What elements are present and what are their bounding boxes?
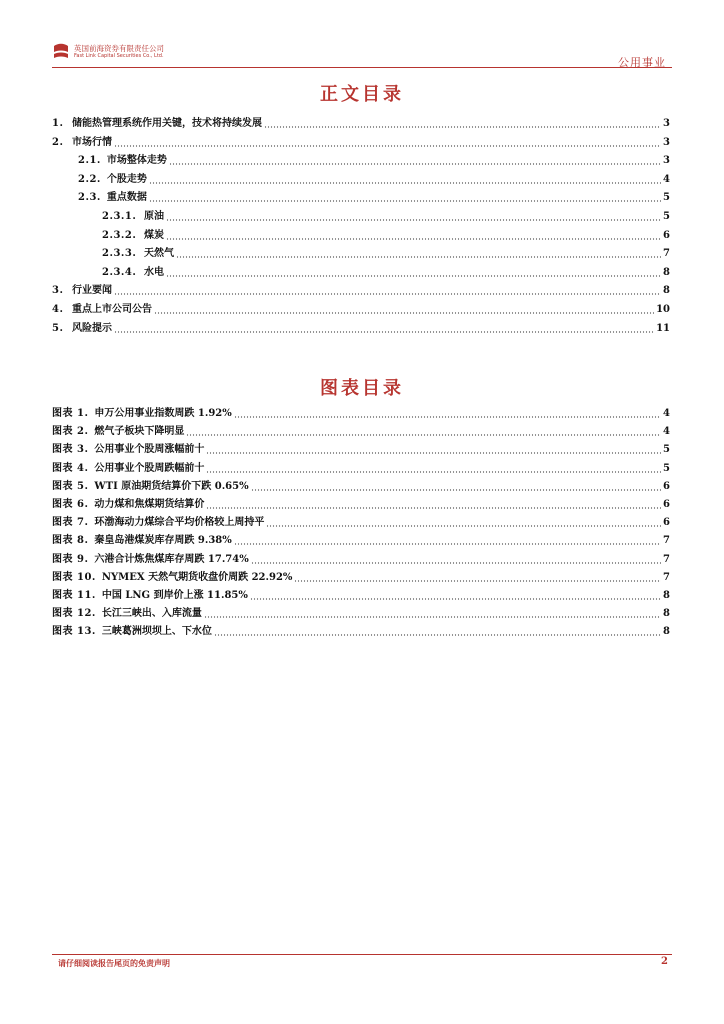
dot-leader [251,489,661,491]
footer-disclaimer: 请仔细阅读报告尾页的免责声明 [58,958,170,968]
entry-label: 长江三峡出、入库流量 [101,608,202,620]
entry-number: 2.3.1. [102,211,137,222]
entry-number: 2. [52,136,64,148]
entry-label: 行业要闻 [72,285,112,297]
entry-label: NYMEX 天然气期货收盘价周跌 22.92% [101,571,293,583]
dot-leader [114,331,654,333]
figure-entry[interactable] [52,459,670,475]
footer-divider [52,954,672,955]
entry-label: 个股走势 [106,173,147,185]
entry-number: 图表 7. [52,517,89,529]
entry-page-number: 4 [663,173,670,185]
entry-number: 图表 8. [52,535,89,547]
dot-leader [234,416,661,418]
dot-leader [166,219,661,221]
toc-entry[interactable] [78,151,670,167]
toc-entry[interactable] [52,281,670,297]
entry-page-number: 5 [663,462,670,474]
dot-leader [154,312,654,314]
entry-number: 2.3. [78,192,101,204]
entry-number: 图表 13. [52,626,96,638]
entry-number: 2.3.4. [102,266,137,278]
dot-leader [206,471,661,473]
toc-entry[interactable] [78,188,670,204]
entry-page-number: 5 [663,192,670,204]
toc-entry[interactable] [102,226,670,242]
entry-number: 2.2. [78,173,101,185]
entry-page-number: 10 [656,304,670,315]
entry-label: 中国 LNG 到岸价上涨 11.85% [101,590,248,601]
entry-page-number: 11 [656,322,670,334]
entry-label: 燃气子板块下降明显 [94,426,185,438]
entry-label: 公用事业个股周跌幅前十 [94,462,205,474]
entry-label: 重点上市公司公告 [72,304,152,315]
entry-label: 天然气 [144,248,174,260]
entry-number: 图表 10. [52,571,96,583]
entry-page-number: 3 [663,136,670,148]
toc-entry[interactable] [102,263,670,279]
toc-entry[interactable] [102,207,670,223]
entry-label: WTI 原油期货结算价下跌 0.65% [94,480,249,492]
dot-leader [264,126,661,128]
dot-leader [204,616,661,618]
toc-entry[interactable] [102,244,670,260]
entry-page-number: 8 [663,626,670,638]
entry-label: 动力煤和焦煤期货结算价 [94,499,205,510]
entry-label: 环渤海动力煤综合平均价格较上周持平 [94,517,265,529]
entry-label: 三峡葛洲坝坝上、下水位 [101,626,212,638]
dot-leader [266,525,661,527]
entry-page-number: 6 [663,517,670,529]
dot-leader [166,275,661,277]
entry-page-number: 7 [663,571,670,583]
header-divider [52,67,672,68]
entry-page-number: 4 [663,426,670,438]
entry-page-number: 3 [663,155,670,167]
figure-entry[interactable] [52,422,670,438]
entry-label: 煤炭 [144,229,164,241]
figure-entry[interactable] [52,440,670,456]
toc-entry[interactable] [78,170,670,186]
dot-leader [214,634,661,636]
entry-page-number: 7 [663,535,670,547]
figure-entry[interactable] [52,586,670,602]
page-number: 2 [661,956,668,967]
dot-leader [186,434,661,436]
entry-page-number: 8 [663,266,670,278]
entry-number: 图表 3. [52,444,89,456]
entry-label: 风险提示 [72,322,112,334]
entry-label: 公用事业个股周涨幅前十 [94,444,205,456]
figures-title: 图表目录 [320,378,404,399]
dot-leader [166,238,661,240]
entry-number: 图表 6. [52,499,89,510]
entry-page-number: 6 [663,229,670,241]
entry-number: 图表 11. [52,590,96,601]
entry-page-number: 7 [663,248,670,260]
report-category: 公用事业 [618,56,666,69]
company-name-cn: 英国前海资券有限责任公司 [74,44,164,53]
entry-page-number: 8 [663,285,670,297]
entry-label: 储能热管理系统作用关键，技术将持续发展 [72,118,262,129]
toc-entry[interactable] [52,319,670,335]
dot-leader [149,182,661,184]
entry-number: 2.3.2. [102,229,137,241]
entry-page-number: 5 [663,444,670,456]
toc-entry[interactable] [52,114,670,130]
dot-leader [251,562,661,564]
dot-leader [114,293,661,295]
entry-label: 原油 [144,211,164,222]
entry-number: 1. [52,118,64,129]
toc-title: 正文目录 [320,84,404,105]
entry-number: 图表 9. [52,553,89,565]
company-name-en: Fast Link Capital Securities Co., Ltd. [74,53,164,59]
dot-leader [176,256,661,258]
toc-entry[interactable] [52,133,670,149]
entry-label: 重点数据 [106,192,147,204]
entry-label: 申万公用事业指数周跌 1.92% [94,408,232,419]
entry-number: 5. [52,322,64,334]
dot-leader [206,507,661,509]
company-logo [52,40,202,66]
entry-number: 图表 5. [52,480,89,492]
toc-entry[interactable] [52,300,670,316]
entry-number: 图表 4. [52,462,89,474]
figure-entry[interactable] [52,477,670,493]
entry-number: 2.3.3. [102,248,137,260]
dot-leader [169,163,661,165]
entry-number: 4. [52,304,64,315]
figure-entry[interactable] [52,550,670,566]
entry-page-number: 4 [663,408,670,419]
dot-leader [149,200,661,202]
entry-page-number: 5 [663,211,670,222]
figure-entry[interactable] [52,531,670,547]
entry-label: 水电 [144,266,164,278]
entry-label: 六港合计炼焦煤库存周跌 17.74% [94,553,249,565]
figure-entry[interactable] [52,604,670,620]
dot-leader [234,543,661,545]
entry-number: 图表 2. [52,426,89,438]
entry-label: 秦皇岛港煤炭库存周跌 9.38% [94,535,232,547]
figure-entry[interactable] [52,568,670,584]
dot-leader [250,598,661,600]
page-header [52,40,672,70]
figure-entry[interactable] [52,495,670,511]
entry-page-number: 6 [663,499,670,510]
entry-label: 市场行情 [72,136,112,148]
dot-leader [206,452,661,454]
dot-leader [114,145,661,147]
entry-number: 图表 12. [52,608,96,620]
figure-entry[interactable] [52,404,670,420]
figure-entry[interactable] [52,513,670,529]
entry-page-number: 8 [663,590,670,601]
entry-page-number: 7 [663,553,670,565]
figure-entry[interactable] [52,622,670,638]
dot-leader [294,580,661,582]
entry-number: 3. [52,285,64,297]
company-logo-icon [52,42,70,62]
entry-number: 图表 1. [52,408,89,419]
entry-page-number: 6 [663,480,670,492]
entry-page-number: 3 [663,118,670,129]
entry-label: 市场整体走势 [106,155,167,167]
entry-number: 2.1. [78,155,101,167]
entry-page-number: 8 [663,608,670,620]
